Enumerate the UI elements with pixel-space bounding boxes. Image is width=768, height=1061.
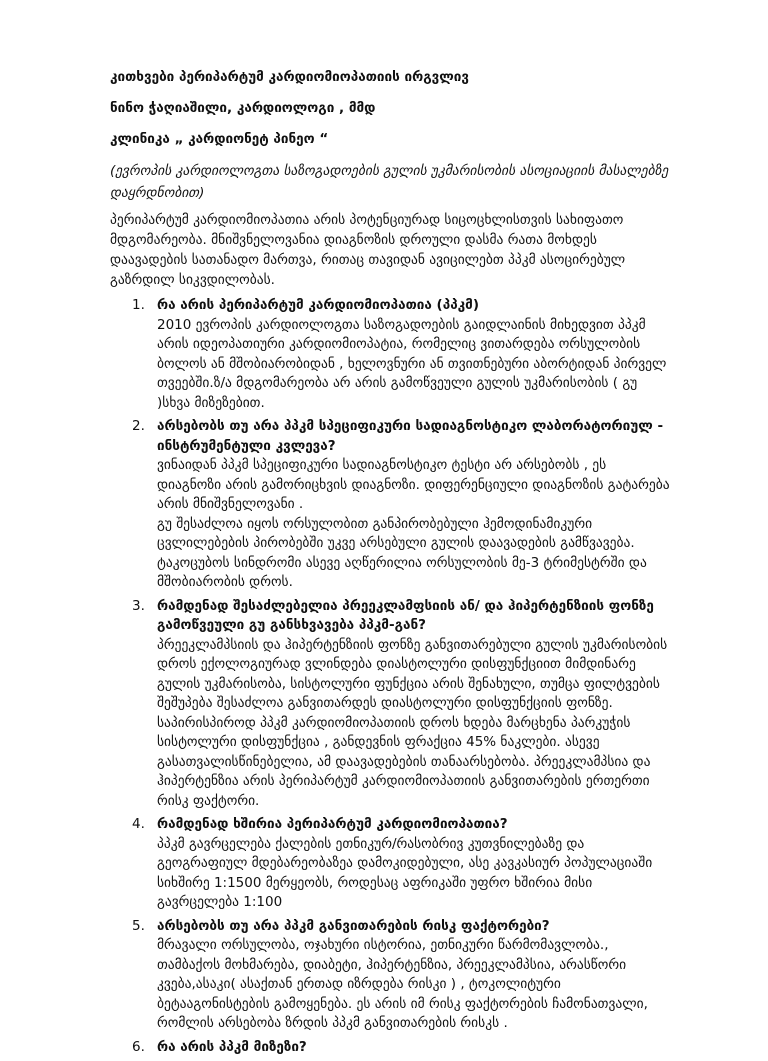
question-answer: პპკმ გავრცელება ქალების ეთნიკურ/რასობრივ კუთვნილებაზე და გეოგრაფიულ მდებარეობაზეა დამოკიდებული, ასე კავკასიურ პოპულაციაში სიხშირე 1:1500 მერყეობს, როდესაც აფრიკაში უფრო ხშირია მისი გავრცელება 1:100 <box>157 835 653 910</box>
question-title: რა არის პერიპარტუმ კარდიომიოპათია (პპკმ) <box>157 297 480 313</box>
question-number: 4. <box>132 816 145 832</box>
question-answer: ვინაიდან პპკმ სპეციფიკური სადიაგნოსტიკო ტესტი არ არსებობს , ეს დიაგნოზი არის გამორიცხვის დიაგნოზი. დიფერენციული დიაგნოზის გატარება არის მნიშვნელოვანი . გუ შესაძლოა იყოს ორსულობით განპირობებული ჰემოდინამიკური ცვლილებების პირობებში უკვე არსებული გულის დაავადების გამწვავება. ტაკოცუბოს სინდრომი ასევე აღწერილია ორსულობის მე-3 ტრიმესტრში და მშობიარობის დროს. <box>157 457 670 590</box>
question-item-2 <box>110 417 670 593</box>
question-item-3 <box>110 597 670 812</box>
source-subtitle: (ევროპის კარდიოლოგთა საზოგადოების გულის უკმარისობის ასოციაციის მასალებზე დაყრდნობით) <box>110 163 669 201</box>
question-answer: 2010 ევროპის კარდიოლოგთა საზოგადოების გაიდლაინის მიხედვით პპკმ არის იდეოპათიური კარდიომიოპატია, რომელიც ვითარდება ორსულობის ბოლოს ან მშობიარობიდან , ხელოვნური ან თვითნებური აბორტიდან პირველ თვეებში.ზ/ა მდგომარეობა არ არის გამოწვეული გულის უკმარისობის ( გუ )სხვა მიზეზებით. <box>157 316 667 411</box>
question-title: რამდენად ხშირია პერიპარტუმ კარდიომიოპათია? <box>157 816 508 832</box>
question-item-4 <box>110 815 670 913</box>
question-number: 2. <box>132 418 145 434</box>
question-title: რა არის პპკმ მიზეზი? <box>157 1038 307 1055</box>
clinic-line: კლინიკა „ კარდიონეტ პინეო “ <box>110 131 329 147</box>
question-title: არსებობს თუ არა პპკმ სპეციფიკური სადიაგნოსტიკო ლაბორატორიულ - ინსტრუმენტული კვლევა? <box>157 418 664 454</box>
question-number: 3. <box>132 597 145 614</box>
intro-paragraph: პერიპარტუმ კარდიომიოპათია არის პოტენციურად სიცოცხლისთვის სახიფათო მდგომარეობა. მნიშვნელოვანია დიაგნოზის დროული დასმა რათა მოხდეს დაავადების სათანადო მართვა, რითაც თავიდან ავიცილებთ პპკმ ასოცირებულ გაზრდილ სიკვდილობას. <box>110 212 626 288</box>
question-item-5 <box>110 917 670 1034</box>
question-title: რამდენად შესაძლებელია პრეეკლამფსიის ან/ და ჰიპერტენზიის ფონზე გამოწვეული გუ განსხვავება პპკმ-გან? <box>157 597 654 633</box>
author-line: ნინო ჭაღიაშილი, კარდიოლოგი , მმდ <box>110 100 376 116</box>
question-item-1 <box>110 296 670 413</box>
question-answer: პრეეკლამპსიის და ჰიპერტენზიის ფონზე განვითარებული გულის უკმარისობის დროს ექოლოგიურად ვლინდება დიასტოლური დისფუნქციით მიმდინარე გულის უკმარისობა, სისტოლური ფუნქცია არის შენახული, თუმცა ფილტვების შეშუპება შესაძლოა განვითარდეს დიასტოლური დისფუნქციის ფონზე. საპირისპიროდ პპკმ კარდიომიოპათიის დროს ხდება მარცხენა პარკუჭის სისტოლური დისფუნქცია , განდევნის ფრაქცია 45% ნაკლები. ასევე გასათვალისწინებელია, ამ დაავადებების თანაარსებობა. პრეეკლამპსია და ჰიპერტენზია არის პერიპარტუმ კარდიომიოპათიის განვითარების ერთერთი რისკ ფაქტორი. <box>157 636 668 809</box>
question-number: 5. <box>132 917 145 934</box>
question-item-6 <box>110 1038 670 1058</box>
question-number: 6. <box>132 1038 145 1055</box>
question-list <box>110 296 670 1061</box>
question-number: 1. <box>132 297 145 313</box>
question-title: არსებობს თუ არა პპკმ განვითარების რისკ ფაქტორები? <box>157 917 550 934</box>
question-answer: მრავალი ორსულობა, ოჯახური ისტორია, ეთნიკური წარმომავლობა., თამბაქოს მოხმარება, დიაბეტი, ჰიპერტენზია, პრეეკლამპსია, არასწორი კვება,ასაკი( ასაქთან ერთად იზრდება რისკი ) , ტოკოლიტური ბეტააგონისტების გამოყენება. ეს არის იმ რისკ ფაქტორების ჩამონათვალი, რომლის არსებობა ზრდის პპკმ განვითარების რისკს . <box>157 937 648 1031</box>
document-heading: კითხვები პერიპარტუმ კარდიომიოპათიის ირგვლივ <box>110 69 469 85</box>
